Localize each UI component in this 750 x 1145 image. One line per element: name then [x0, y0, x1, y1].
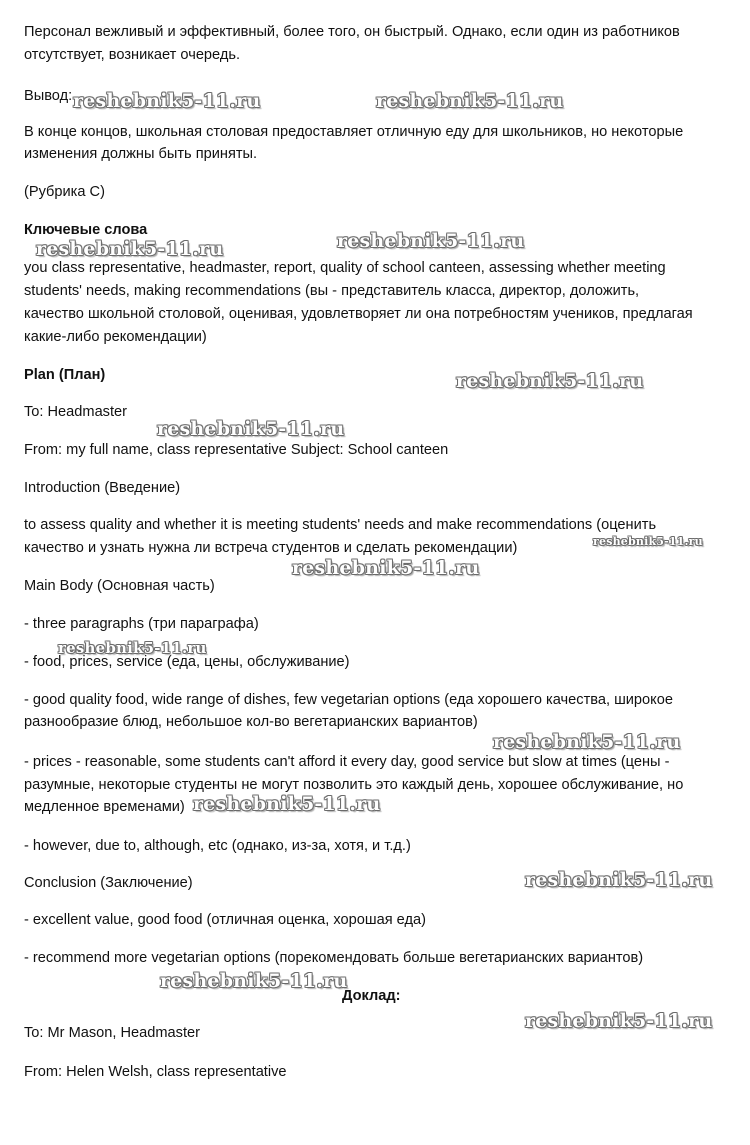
watermark: reshebnik5-11.ru [376, 90, 564, 112]
keywords-line: качество школьной столовой, оценивая, удовлетворяет ли она потребностям учеников, предлагая [24, 306, 693, 322]
report-from: From: Helen Welsh, class representative [24, 1064, 287, 1080]
report-heading: Доклад: [342, 988, 401, 1004]
main-body-line: - however, due to, although, etc (однако, из-за, хотя, и т.д.) [24, 838, 411, 854]
paragraph-line: отсутствует, возникает очередь. [24, 47, 241, 63]
keywords-line: students' needs, making recommendations (вы - представитель класса, директор, доложить, [24, 283, 640, 299]
main-body-heading: Main Body (Основная часть) [24, 578, 215, 594]
main-body-line: - three paragraphs (три параграфа) [24, 616, 259, 632]
keywords-line: you class representative, headmaster, report, quality of school canteen, assessing whether meeting [24, 260, 666, 276]
main-body-line: медленное временами) [24, 799, 185, 815]
main-body-line: - good quality food, wide range of dishes, few vegetarian options (еда хорошего качества, широкое [24, 692, 673, 708]
watermark: reshebnik5-11.ru [456, 370, 644, 392]
watermark: reshebnik5-11.ru [157, 418, 345, 440]
paragraph-line: Персонал вежливый и эффективный, более того, он быстрый. Однако, если один из работников [24, 24, 680, 40]
watermark: reshebnik5-11.ru [525, 869, 713, 891]
introduction-heading: Introduction (Введение) [24, 480, 181, 496]
keywords-line: какие-либо рекомендации) [24, 329, 207, 345]
main-body-line: - prices - reasonable, some students can't afford it every day, good service but slow at times (цены - [24, 754, 670, 770]
rubric-label: (Рубрика С) [24, 184, 105, 200]
main-body-line: разнообразие блюд, небольшое кол-во вегетарианских вариантов) [24, 714, 478, 730]
paragraph-line: изменения должны быть приняты. [24, 146, 258, 162]
main-body-line: - food, prices, service (еда, цены, обслуживание) [24, 654, 350, 670]
conclusion-line: - excellent value, good food (отличная оценка, хорошая еда) [24, 912, 426, 928]
keywords-heading: Ключевые слова [24, 222, 148, 238]
watermark: reshebnik5-11.ru [160, 970, 348, 992]
watermark: reshebnik5-11.ru [493, 731, 681, 753]
introduction-line: to assess quality and whether it is meeting students' needs and make recommendations (оценить [24, 517, 657, 533]
report-to: To: Mr Mason, Headmaster [24, 1025, 200, 1041]
plan-from: From: my full name, class representative Subject: School canteen [24, 442, 449, 458]
watermark: reshebnik5-11.ru [337, 230, 525, 252]
introduction-line: качество и узнать нужна ли встреча студентов и сделать рекомендации) [24, 540, 518, 556]
watermark: reshebnik5-11.ru [73, 90, 261, 112]
watermark: reshebnik5-11.ru [593, 535, 703, 548]
plan-heading: Plan (План) [24, 367, 106, 383]
watermark: reshebnik5-11.ru [525, 1010, 713, 1032]
conclusion-heading: Conclusion (Заключение) [24, 875, 193, 891]
conclusion-line: - recommend more vegetarian options (порекомендовать больше вегетарианских вариантов) [24, 950, 644, 966]
paragraph-line: В конце концов, школьная столовая предоставляет отличную еду для школьников, но некоторые [24, 124, 684, 140]
main-body-line: разумные, некоторые студенты не могут позволить это каждый день, хорошее обслуживание, но [24, 777, 684, 793]
watermark: reshebnik5-11.ru [292, 557, 480, 579]
watermark: reshebnik5-11.ru [58, 639, 207, 657]
watermark: reshebnik5-11.ru [193, 793, 381, 815]
plan-to: To: Headmaster [24, 404, 128, 420]
conclusion-label: Вывод: [24, 88, 73, 104]
watermark: reshebnik5-11.ru [36, 238, 224, 260]
